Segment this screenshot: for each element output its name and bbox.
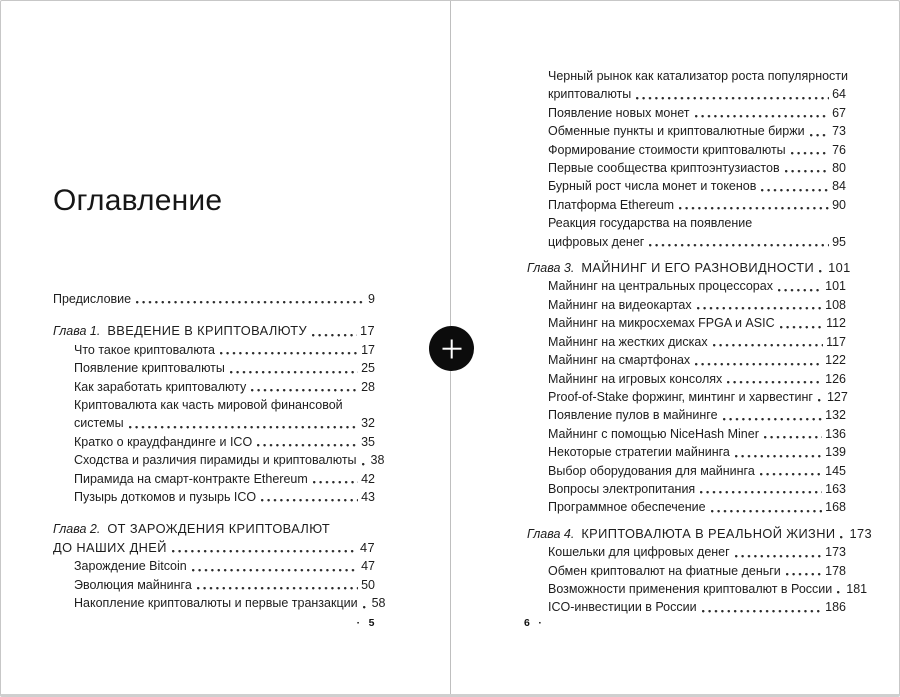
toc-entry-label: Майнинг на жестких дисках [548,334,708,349]
toc-entry-label: Сходства и различия пирамиды и криптовалюты [74,453,357,468]
toc-entry-row [53,488,375,506]
toc-entry-row [527,443,846,461]
toc-entry-row [527,351,846,369]
toc-page-number: 122 [825,353,846,368]
dot-leader [723,406,823,424]
dot-leader [791,141,829,159]
chapter-number-prefix: Глава 1. [53,324,101,339]
dot-leader [697,296,823,314]
toc-page-number: 132 [825,408,846,423]
toc-page-number: 139 [825,445,846,460]
toc-page-number: 112 [826,316,846,331]
dot-leader [679,196,829,214]
toc-entry-row [527,141,846,159]
toc-page-number: 28 [361,379,375,394]
toc-entry-row [527,406,846,424]
toc-entry-label: Глава 4. КРИПТОВАЛЮТА В РЕАЛЬНОЙ ЖИЗНИ [527,525,836,541]
dot-leader [711,498,823,516]
dot-leader [230,359,358,377]
dot-leader [837,580,843,598]
toc-entry-row [527,425,846,443]
toc-entry-label: Вопросы электропитания [548,481,696,496]
toc-entry-row [53,470,375,488]
toc-chapter-row [527,259,851,277]
toc-entry-label: Глава 1. ВВЕДЕНИЕ В КРИПТОВАЛЮТУ [53,323,308,339]
dot-leader [649,233,829,251]
page-number-right [524,617,542,629]
toc-entry-row [527,177,846,195]
toc-page-number: 108 [825,297,846,312]
toc-entry-label: Эволюция майнинга [74,577,192,592]
dot-leader [220,341,358,359]
toc-entry-label: Формирование стоимости криптовалюты [548,142,786,157]
toc-entry-label: Майнинг на микросхемах FPGA и ASIC [548,316,775,331]
toc-page-number: 64 [832,87,846,102]
plus-icon [429,326,474,371]
toc-page-number: 168 [825,500,846,515]
toc-entry-label: Proof-of-Stake форжинг, минтинг и харвестинг [548,389,813,404]
toc-page-number: 145 [825,463,846,478]
toc-entry-row [527,159,846,177]
toc-page-number: 173 [849,525,872,541]
toc-chapter-row [527,525,872,543]
toc-entry-row [527,333,846,351]
toc-entry-label: Предисловие [53,292,132,306]
toc-entry-label: Накопление криптовалюты и первые транзакции [74,596,358,611]
toc-entry-row [527,314,846,332]
left-page [53,1,386,694]
footer-number-right: 6 [524,617,531,629]
toc-entry-row [53,451,385,469]
toc-entry-label: Майнинг на игровых консолях [548,371,723,386]
dot-leader [713,333,823,351]
toc-entry-row [527,214,846,232]
toc-entry-label: Возможности применения криптовалют в России [548,581,833,596]
dot-leader [313,470,358,488]
toc-page-number: 101 [825,279,846,294]
toc-entry-label: Некоторые стратегии майнинга [548,445,730,460]
toc-entry-row [527,462,846,480]
toc-page-number: 101 [828,260,851,276]
dot-leader [197,576,358,594]
toc-entry-label: Бурный рост числа монет и токенов [548,179,757,194]
toc-entry-label: Криптовалюта как часть мировой финансовой [74,398,343,413]
toc-entry-label: Майнинг на видеокартах [548,297,692,312]
toc-entry-row [53,378,375,396]
toc-page-number: 58 [371,596,386,611]
dot-leader [312,322,357,340]
dot-leader [840,525,846,543]
toc-entry-row [527,277,846,295]
toc-page-number: 95 [832,234,846,249]
toc-entry-label: ICO-инвестиции в России [548,600,697,615]
toc-entry-row [527,67,849,85]
dot-leader [786,562,822,580]
toc-entry-label: Появление криптовалюты [74,361,225,376]
dot-leader [192,557,358,575]
toc-page-number: 178 [825,563,846,578]
toc-entry-label: Майнинг на центральных процессорах [548,279,773,294]
toc-entry-row [527,562,846,580]
dot-leader [819,259,825,277]
chapter-number-prefix: Глава 3. [527,261,575,276]
toc-page-number: 76 [832,142,846,157]
toc-left [53,290,386,613]
toc-page-number: 84 [832,179,846,194]
toc-entry-label: Пузырь доткомов и пузырь ICO [74,490,257,505]
toc-entry-label: Глава 3. МАЙНИНГ И ЕГО РАЗНОВИДНОСТИ [527,260,815,276]
dot-leader [818,388,824,406]
toc-entry-label: Появление новых монет [548,105,690,120]
dot-leader [695,104,830,122]
toc-entry-label: Обменные пункты и криптовалютные биржи [548,124,805,139]
toc-page-number: 163 [825,481,846,496]
toc-entry-label: Кошельки для цифровых денег [548,545,730,560]
toc-entry-row [527,543,846,561]
toc-entry-label: Первые сообщества криптоэнтузиастов [548,161,780,176]
toc-page-number: 35 [361,434,375,449]
toc-entry-label: Выбор оборудования для майнинга [548,463,755,478]
footer-dot-icon: · [356,617,361,629]
toc-entry-row [527,296,846,314]
dot-leader [735,543,822,561]
toc-entry-label: системы [74,416,124,431]
dot-leader [172,539,357,557]
dot-leader [251,378,358,396]
dot-leader [702,598,823,616]
toc-page-number: 173 [825,545,846,560]
toc-page-number: 47 [361,559,375,574]
toc-chapter-row [53,322,375,340]
toc-entry-label: Что такое криптовалюта [74,342,215,357]
dot-leader [695,351,822,369]
toc-entry-row [527,388,846,406]
toc-entry-label: криптовалюты [548,87,632,102]
toc-page-number: 9 [368,292,375,306]
toc-entry-label: Глава 2. ОТ ЗАРОЖДЕНИЯ КРИПТОВАЛЮТ [53,521,331,537]
dot-leader [727,370,822,388]
dot-leader [780,314,823,332]
toc-page-number: 136 [825,426,846,441]
toc-block [53,290,375,308]
toc-page-number: 47 [359,539,375,555]
toc-entry-label: Майнинг на смартфонах [548,353,691,368]
dot-leader [261,488,358,506]
toc-entry-label: ДО НАШИХ ДНЕЙ [53,539,167,555]
toc-page-number: 126 [825,371,846,386]
toc-entry-row [53,576,375,594]
toc-entry-row [527,233,846,251]
dot-leader [136,290,365,308]
toc-chapter-block [527,525,872,617]
toc-page-number: 117 [826,334,846,349]
toc-entry-label: Пирамида на смарт-контракте Ethereum [74,471,308,486]
toc-page-number: 32 [361,416,375,431]
toc-page-number: 17 [361,342,375,357]
dot-leader [700,480,822,498]
dot-leader [760,462,822,480]
dot-leader [810,122,830,140]
toc-entry-row [527,122,846,140]
toc-page-number: 43 [361,490,375,505]
toc-entry-row [53,396,375,414]
toc-entry-label: Реакция государства на появление [548,216,753,231]
toc-page-number: 50 [361,577,375,592]
toc-page-number: 38 [370,453,385,468]
toc-entry-label: Майнинг с помощью NiceHash Miner [548,426,759,441]
toc-entry-row [53,359,375,377]
toc-entry-row [53,594,386,612]
chapter-number-prefix: Глава 4. [527,526,575,541]
toc-entry-row [527,598,846,616]
toc-entry-row [53,433,375,451]
toc-entry-label: Появление пулов в майнинге [548,408,718,423]
toc-title: Оглавление [53,184,223,217]
dot-leader [761,177,829,195]
toc-page-number: 25 [361,361,375,376]
toc-page-number: 127 [826,389,848,404]
dot-leader [785,159,830,177]
toc-entry-label: Обмен криптовалют на фиатные деньги [548,563,781,578]
dot-leader [735,443,822,461]
chapter-number-prefix: Глава 2. [53,522,101,537]
toc-entry-row [527,498,846,516]
toc-chapter-block [527,259,851,517]
toc-entry-row [53,557,375,575]
toc-entry-row [527,85,846,103]
toc-entry-row [53,341,375,359]
toc-page-number: 17 [359,323,375,339]
toc-page-number: 67 [832,105,846,120]
toc-page-number: 90 [832,197,846,212]
toc-page-number: 42 [361,471,375,486]
toc-entry-row [527,104,846,122]
dot-leader [778,277,822,295]
dot-leader [362,451,368,469]
page-number-left [357,617,375,629]
toc-block [527,67,849,251]
toc-page-number: 181 [846,581,868,596]
toc-chapter-row [53,539,375,557]
dot-leader [363,594,369,612]
toc-entry-label: Кратко о краудфандинге и ICO [74,434,253,449]
toc-entry-row [527,370,846,388]
toc-entry-row [527,580,868,598]
toc-page-number: 73 [832,124,846,139]
toc-entry-row [53,414,375,432]
toc-chapter-block [53,520,386,612]
dot-leader [636,85,829,103]
toc-entry-label: Черный рынок как катализатор роста популярности [548,69,849,83]
toc-entry-label: Программное обеспечение [548,500,706,515]
right-page [524,1,872,694]
toc-right [527,67,872,617]
toc-entry-label: Платформа Ethereum [548,197,675,212]
footer-dot-icon: · [538,617,543,629]
dot-leader [764,425,822,443]
toc-page-number: 186 [825,600,846,615]
toc-entry-label: цифровых денег [548,234,645,249]
toc-entry-row [527,196,846,214]
footer-number-left: 5 [368,617,375,629]
toc-chapter-row [53,520,375,538]
toc-entry-label: Зарождение Bitcoin [74,559,187,574]
zoom-plus-button[interactable] [429,326,474,371]
toc-entry-row [527,480,846,498]
toc-entry-row [53,290,375,308]
toc-entry-label: Как заработать криптовалюту [74,379,247,394]
dot-leader [129,414,358,432]
toc-chapter-block [53,322,385,506]
toc-page-number: 80 [832,161,846,176]
dot-leader [257,433,358,451]
